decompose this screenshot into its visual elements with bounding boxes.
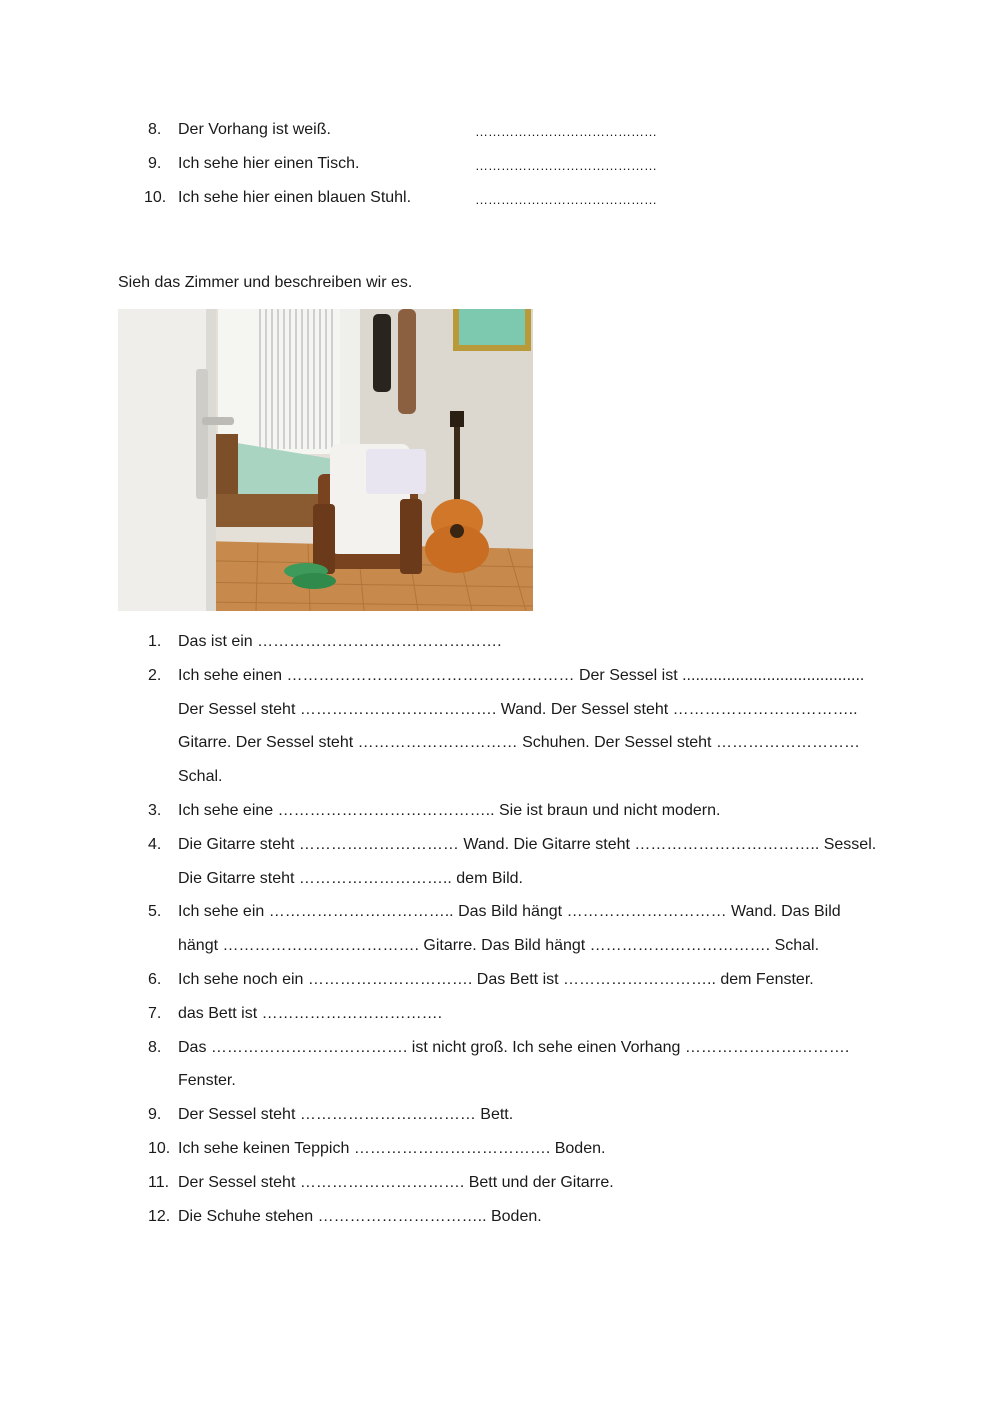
item-text[interactable]: Ich sehe einen ……………………………………………… Der Sessel ist ......................................... Der Sessel steht ………………………………. Wand. Der Sessel steht …………………………….. Gitarre. Der Sessel steht ………………………… Schuhen. Der Sessel steht ……………………… Schal. [178, 666, 865, 786]
list-item [148, 1166, 878, 1200]
item-number: 10. [144, 189, 167, 206]
item-text[interactable]: Der Sessel steht …………………………… Bett. [178, 1106, 514, 1124]
item-number: 1. [148, 633, 162, 650]
list-item [148, 1098, 878, 1132]
list-item [148, 152, 748, 186]
item-text[interactable]: Die Gitarre steht ………………………… Wand. Die Gitarre steht …………………………….. Sessel. Die Gitarre steht ……………………….. dem Bild. [178, 835, 877, 887]
item-text[interactable]: Das ist ein ………………………………………. [178, 633, 502, 650]
list-item [148, 118, 748, 152]
true-false-list [144, 118, 748, 220]
room-illustration [118, 309, 533, 611]
item-number: 3. [148, 801, 162, 819]
description-list [148, 625, 878, 1233]
item-number: 9. [148, 1106, 162, 1124]
list-item [148, 828, 878, 896]
item-text[interactable]: Der Sessel steht …………………………. Bett und der Gitarre. [178, 1173, 614, 1191]
list-item [148, 963, 878, 997]
item-text[interactable]: Ich sehe keinen Teppich ………………………………. Boden. [178, 1139, 606, 1157]
item-number: 5. [148, 903, 162, 921]
item-text[interactable]: das Bett ist ……………………………. [178, 1004, 443, 1022]
item-number: 2. [148, 666, 162, 684]
list-item [144, 186, 748, 220]
room-photo [118, 309, 533, 611]
item-number: 11. [148, 1173, 170, 1191]
item-number: 9. [148, 155, 162, 172]
item-number: 12. [148, 1207, 171, 1225]
item-text[interactable]: Ich sehe noch ein …………………………. Das Bett ist ……………………….. dem Fenster. [178, 970, 814, 988]
answer-blank[interactable]: …………………………………… [475, 158, 657, 173]
answer-blank[interactable]: …………………………………… [475, 124, 657, 139]
answer-blank[interactable]: …………………………………… [475, 192, 657, 207]
item-number: 4. [148, 835, 162, 853]
list-item [148, 895, 878, 963]
list-item [148, 997, 878, 1031]
item-number: 8. [148, 121, 162, 138]
list-item [148, 1200, 878, 1234]
item-text: Der Vorhang ist weiß. [178, 121, 331, 138]
item-number: 6. [148, 970, 162, 988]
item-text[interactable]: Ich sehe ein …………………………….. Das Bild hängt ………………………… Wand. Das Bild hängt ………………………………. Gitarre. Das Bild hängt ……………………………. Schal. [178, 903, 841, 955]
item-text[interactable]: Das ………………………………. ist nicht groß. Ich sehe einen Vorhang …………………………. Fenster. [178, 1038, 850, 1090]
item-text[interactable]: Ich sehe eine ………………………………….. Sie ist braun und nicht modern. [178, 801, 721, 819]
item-text: Ich sehe hier einen Tisch. [178, 155, 360, 172]
item-number: 8. [148, 1038, 162, 1056]
list-item [148, 659, 878, 794]
item-text: Ich sehe hier einen blauen Stuhl. [178, 189, 412, 206]
list-item [148, 625, 878, 659]
instruction-text: Sieh das Zimmer und beschreiben wir es. [118, 274, 413, 291]
item-number: 10. [148, 1139, 171, 1157]
item-text[interactable]: Die Schuhe stehen ………………………….. Boden. [178, 1207, 542, 1225]
list-item [148, 1132, 878, 1166]
list-item [148, 794, 878, 828]
item-number: 7. [148, 1004, 162, 1022]
list-item [148, 1031, 878, 1099]
